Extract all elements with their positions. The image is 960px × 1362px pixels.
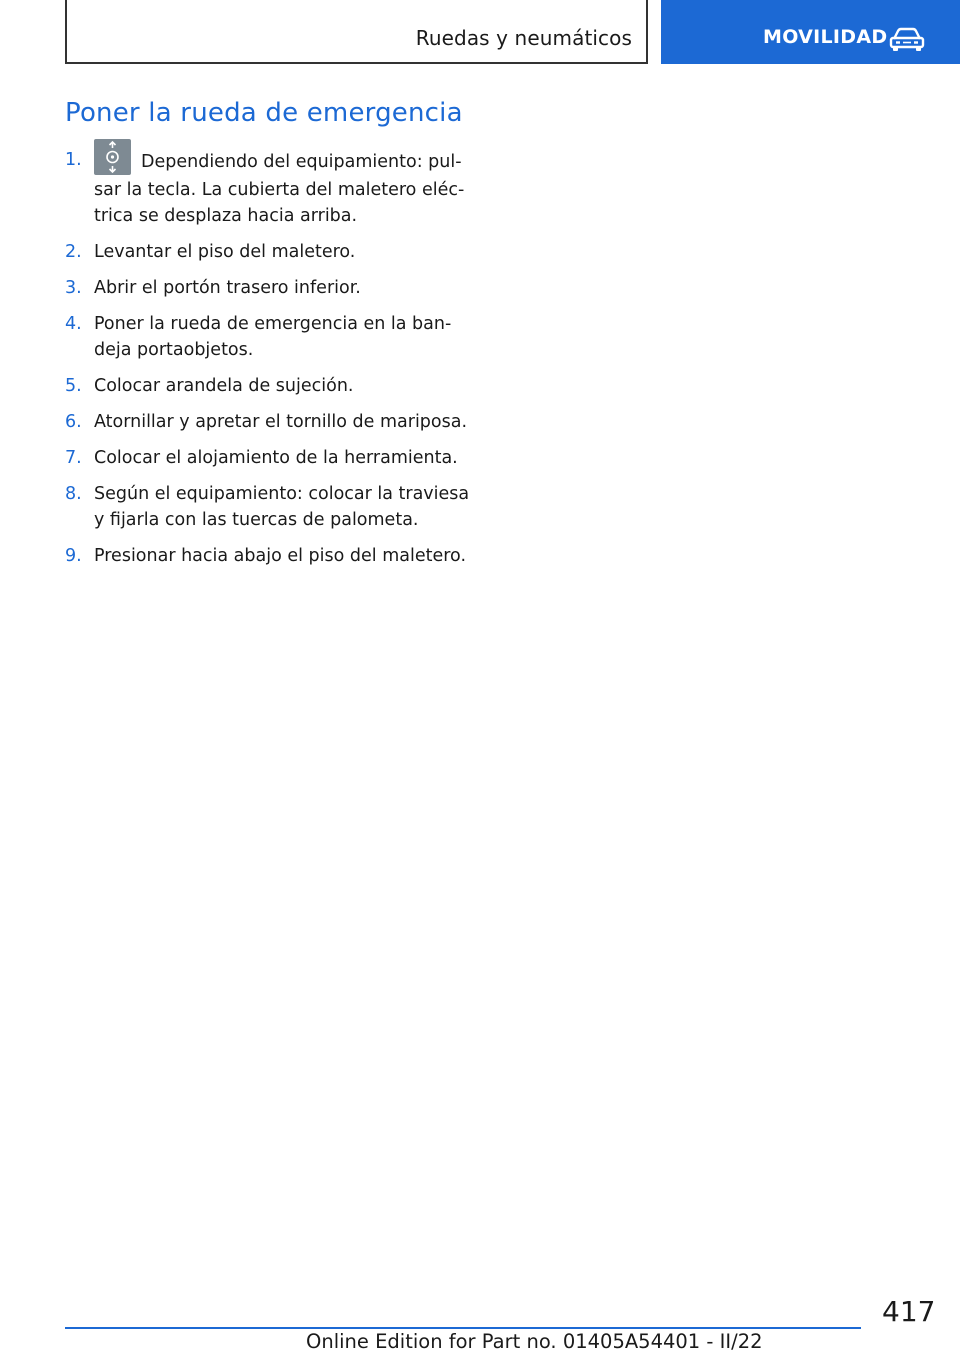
step-text: Colocar el alojamiento de la herramienta. [94, 448, 458, 468]
step-number: 4. [65, 314, 82, 334]
header-chapter-label: MOVILIDAD [763, 26, 888, 48]
step-item [65, 147, 475, 229]
trunk-floor-button-icon [94, 139, 131, 175]
step-number: 5. [65, 376, 82, 396]
footer-divider [65, 1327, 861, 1329]
footer-edition-text: Online Edition for Part no. 01405A54401 - II/22 [306, 1330, 763, 1353]
step-item [65, 543, 475, 569]
step-number: 3. [65, 278, 82, 298]
step-text: Presionar hacia abajo el piso del maletero. [94, 546, 467, 566]
step-item [65, 275, 475, 301]
step-text: Abrir el portón trasero inferior. [94, 278, 361, 298]
step-number: 8. [65, 484, 82, 504]
step-text: Colocar arandela de sujeción. [94, 376, 354, 396]
header-chapter-tab[interactable] [661, 0, 960, 64]
header-section-label: Ruedas y neumáticos [415, 26, 632, 50]
step-item [65, 239, 475, 265]
step-text: Levantar el piso del maletero. [94, 242, 356, 262]
section-title: Poner la rueda de emergencia [65, 98, 463, 128]
step-item [65, 373, 475, 399]
step-number: 1. [65, 150, 82, 170]
step-text: Atornillar y apretar el tornillo de mariposa. [94, 412, 468, 432]
step-number: 2. [65, 242, 82, 262]
step-text: Poner la rueda de emergencia en la bandeja portaobjetos. [94, 314, 452, 360]
steps-list [65, 147, 475, 579]
step-number: 9. [65, 546, 82, 566]
step-item [65, 445, 475, 471]
step-item [65, 409, 475, 435]
step-number: 6. [65, 412, 82, 432]
step-item [65, 311, 475, 363]
step-item [65, 481, 475, 533]
page-number: 417 [882, 1295, 936, 1328]
header-section-box [65, 0, 648, 64]
car-icon [889, 27, 925, 53]
step-number: 7. [65, 448, 82, 468]
step-text: Según el equipamiento: colocar la traviesa y fijarla con las tuercas de palometa. [94, 484, 470, 530]
step-text: Dependiendo del equipamiento: pulsar la tecla. La cubierta del maletero eléctrica se desplaza hacia arriba. [94, 152, 465, 226]
